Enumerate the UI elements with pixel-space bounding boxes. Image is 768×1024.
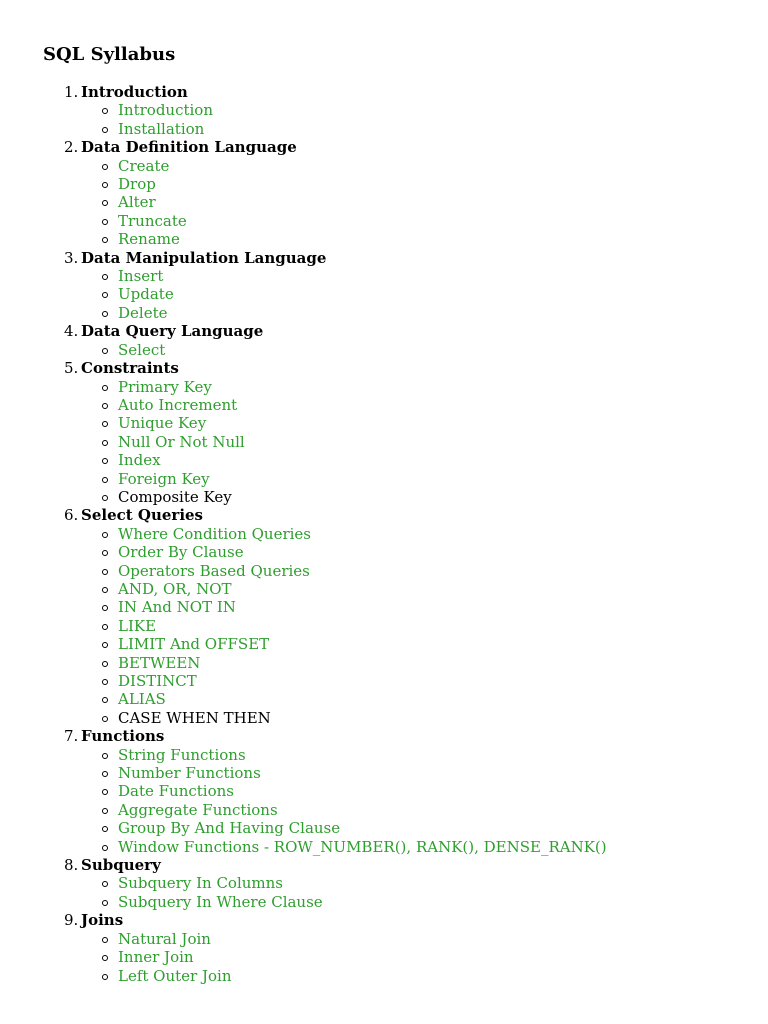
topic-list: [0, 874, 607, 911]
topic-item[interactable]: [0, 635, 607, 653]
topic-label: CASE WHEN THEN: [118, 708, 271, 727]
hollow-circle-bullet-icon: [102, 587, 108, 593]
section-heading: [0, 83, 607, 101]
topic-link[interactable]: Select: [118, 340, 166, 359]
topic-item[interactable]: [0, 414, 607, 432]
hollow-circle-bullet-icon: [102, 808, 108, 814]
section-heading: [0, 322, 607, 340]
topic-item[interactable]: [0, 470, 607, 488]
topic-item[interactable]: [0, 175, 607, 193]
hollow-circle-bullet-icon: [102, 348, 108, 354]
topic-link[interactable]: Installation: [118, 119, 205, 138]
topic-item[interactable]: [0, 433, 607, 451]
hollow-circle-bullet-icon: [102, 274, 108, 280]
section-heading: [0, 506, 607, 524]
topic-item[interactable]: [0, 617, 607, 635]
topic-link[interactable]: Natural Join: [118, 929, 211, 948]
topic-list: [0, 267, 607, 322]
syllabus-section: [0, 249, 607, 323]
hollow-circle-bullet-icon: [102, 900, 108, 906]
topic-link[interactable]: Create: [118, 156, 170, 175]
hollow-circle-bullet-icon: [102, 200, 108, 206]
topic-link[interactable]: Null Or Not Null: [118, 432, 245, 451]
section-number: 6.: [64, 506, 79, 525]
section-title: Data Query Language: [81, 322, 264, 341]
hollow-circle-bullet-icon: [102, 292, 108, 298]
hollow-circle-bullet-icon: [102, 495, 108, 501]
hollow-circle-bullet-icon: [102, 642, 108, 648]
topic-list: [0, 341, 607, 359]
topic-list: [0, 746, 607, 856]
section-title: Joins: [81, 911, 124, 930]
section-heading: [0, 249, 607, 267]
hollow-circle-bullet-icon: [102, 550, 108, 556]
syllabus-section-list: [0, 83, 607, 985]
topic-item[interactable]: [0, 690, 607, 708]
topic-item[interactable]: [0, 764, 607, 782]
section-title: Subquery: [81, 856, 161, 875]
section-title: Select Queries: [81, 506, 204, 525]
topic-item[interactable]: [0, 396, 607, 414]
topic-link[interactable]: Subquery In Columns: [118, 874, 283, 893]
topic-item[interactable]: [0, 341, 607, 359]
topic-link[interactable]: Unique Key: [118, 414, 207, 433]
topic-link[interactable]: Aggregate Functions: [118, 800, 278, 819]
topic-item[interactable]: [0, 562, 607, 580]
section-title: Functions: [81, 727, 165, 746]
topic-item[interactable]: [0, 378, 607, 396]
section-heading: [0, 138, 607, 156]
section-heading: [0, 911, 607, 929]
topic-link[interactable]: Truncate: [118, 211, 187, 230]
section-number: 4.: [64, 322, 79, 341]
hollow-circle-bullet-icon: [102, 219, 108, 225]
syllabus-section: [0, 359, 607, 506]
section-heading: [0, 856, 607, 874]
hollow-circle-bullet-icon: [102, 974, 108, 980]
topic-item[interactable]: [0, 782, 607, 800]
section-heading: [0, 359, 607, 377]
topic-link[interactable]: LIKE: [118, 616, 157, 635]
topic-item[interactable]: [0, 838, 607, 856]
topic-link[interactable]: Update: [118, 285, 174, 304]
topic-item[interactable]: [0, 157, 607, 175]
topic-link[interactable]: Operators Based Queries: [118, 561, 310, 580]
hollow-circle-bullet-icon: [102, 385, 108, 391]
hollow-circle-bullet-icon: [102, 569, 108, 575]
topic-item[interactable]: [0, 672, 607, 690]
hollow-circle-bullet-icon: [102, 826, 108, 832]
hollow-circle-bullet-icon: [102, 237, 108, 243]
topic-item[interactable]: [0, 101, 607, 119]
section-heading: [0, 727, 607, 745]
topic-item[interactable]: [0, 230, 607, 248]
topic-link[interactable]: Date Functions: [118, 782, 234, 801]
topic-link[interactable]: BETWEEN: [118, 653, 201, 672]
topic-item[interactable]: [0, 893, 607, 911]
topic-link[interactable]: Left Outer Join: [118, 966, 232, 985]
topic-link[interactable]: Index: [118, 451, 161, 470]
topic-link[interactable]: Group By And Having Clause: [118, 819, 341, 838]
syllabus-section: [0, 911, 607, 985]
section-title: Data Definition Language: [81, 138, 297, 157]
hollow-circle-bullet-icon: [102, 789, 108, 795]
section-number: 7.: [64, 727, 79, 746]
hollow-circle-bullet-icon: [102, 477, 108, 483]
syllabus-section: [0, 506, 607, 727]
syllabus-section: [0, 138, 607, 248]
topic-link[interactable]: Auto Increment: [118, 395, 238, 414]
topic-item[interactable]: [0, 819, 607, 837]
hollow-circle-bullet-icon: [102, 937, 108, 943]
hollow-circle-bullet-icon: [102, 182, 108, 188]
topic-link[interactable]: ALIAS: [118, 690, 166, 709]
topic-link[interactable]: String Functions: [118, 745, 246, 764]
topic-item[interactable]: [0, 267, 607, 285]
syllabus-section: [0, 856, 607, 911]
hollow-circle-bullet-icon: [102, 624, 108, 630]
topic-item[interactable]: [0, 451, 607, 469]
hollow-circle-bullet-icon: [102, 440, 108, 446]
hollow-circle-bullet-icon: [102, 679, 108, 685]
topic-item[interactable]: [0, 193, 607, 211]
topic-item: [0, 488, 607, 506]
topic-link[interactable]: AND, OR, NOT: [118, 579, 232, 598]
section-number: 8.: [64, 856, 79, 875]
topic-item[interactable]: [0, 120, 607, 138]
hollow-circle-bullet-icon: [102, 164, 108, 170]
topic-link[interactable]: Insert: [118, 267, 164, 286]
hollow-circle-bullet-icon: [102, 458, 108, 464]
hollow-circle-bullet-icon: [102, 881, 108, 887]
section-number: 9.: [64, 911, 79, 930]
topic-link[interactable]: DISTINCT: [118, 672, 197, 690]
topic-item[interactable]: [0, 948, 607, 966]
topic-link[interactable]: Number Functions: [118, 764, 261, 783]
section-number: 3.: [64, 248, 79, 267]
hollow-circle-bullet-icon: [102, 716, 108, 722]
section-title: Data Manipulation Language: [81, 248, 327, 267]
page-title: SQL Syllabus: [43, 44, 176, 65]
topic-list: [0, 525, 607, 727]
hollow-circle-bullet-icon: [102, 403, 108, 409]
topic-link[interactable]: Primary Key: [118, 377, 212, 396]
topic-list: [0, 157, 607, 249]
topic-link[interactable]: Alter: [118, 193, 156, 212]
topic-link[interactable]: Introduction: [118, 101, 213, 120]
topic-link[interactable]: Window Functions - ROW_NUMBER(), RANK(), DENSE_RANK(): [118, 837, 607, 856]
topic-link[interactable]: LIMIT And OFFSET: [118, 635, 270, 654]
syllabus-section: [0, 727, 607, 856]
syllabus-section: [0, 83, 607, 138]
hollow-circle-bullet-icon: [102, 421, 108, 427]
topic-item[interactable]: [0, 543, 607, 561]
topic-list: [0, 378, 607, 507]
topic-item[interactable]: [0, 285, 607, 303]
topic-item[interactable]: [0, 212, 607, 230]
hollow-circle-bullet-icon: [102, 697, 108, 703]
hollow-circle-bullet-icon: [102, 311, 108, 317]
section-title: Constraints: [81, 359, 179, 378]
topic-item: [0, 709, 607, 727]
topic-item[interactable]: [0, 304, 607, 322]
topic-link[interactable]: Delete: [118, 303, 168, 322]
topic-item[interactable]: [0, 580, 607, 598]
topic-link[interactable]: Where Condition Queries: [118, 524, 312, 543]
hollow-circle-bullet-icon: [102, 127, 108, 133]
topic-item[interactable]: [0, 598, 607, 616]
topic-link[interactable]: Drop: [118, 175, 156, 194]
topic-list: [0, 101, 607, 138]
topic-link[interactable]: Foreign Key: [118, 469, 210, 488]
section-title: Introduction: [81, 83, 188, 101]
syllabus-section: [0, 322, 607, 359]
topic-item[interactable]: [0, 654, 607, 672]
topic-item[interactable]: [0, 746, 607, 764]
hollow-circle-bullet-icon: [102, 661, 108, 667]
topic-item[interactable]: [0, 525, 607, 543]
topic-item[interactable]: [0, 801, 607, 819]
section-number: 2.: [64, 138, 79, 157]
topic-item[interactable]: [0, 930, 607, 948]
hollow-circle-bullet-icon: [102, 771, 108, 777]
topic-link[interactable]: IN And NOT IN: [118, 598, 236, 617]
topic-link[interactable]: Order By Clause: [118, 543, 244, 562]
hollow-circle-bullet-icon: [102, 845, 108, 851]
hollow-circle-bullet-icon: [102, 532, 108, 538]
topic-list: [0, 930, 607, 985]
topic-link[interactable]: Inner Join: [118, 948, 194, 967]
topic-label: Composite Key: [118, 487, 232, 506]
section-number: 1.: [64, 83, 79, 101]
hollow-circle-bullet-icon: [102, 753, 108, 759]
topic-item[interactable]: [0, 967, 607, 985]
topic-link[interactable]: Rename: [118, 230, 180, 249]
hollow-circle-bullet-icon: [102, 955, 108, 961]
section-number: 5.: [64, 359, 79, 378]
topic-item[interactable]: [0, 874, 607, 892]
hollow-circle-bullet-icon: [102, 108, 108, 114]
topic-link[interactable]: Subquery In Where Clause: [118, 892, 323, 911]
hollow-circle-bullet-icon: [102, 605, 108, 611]
